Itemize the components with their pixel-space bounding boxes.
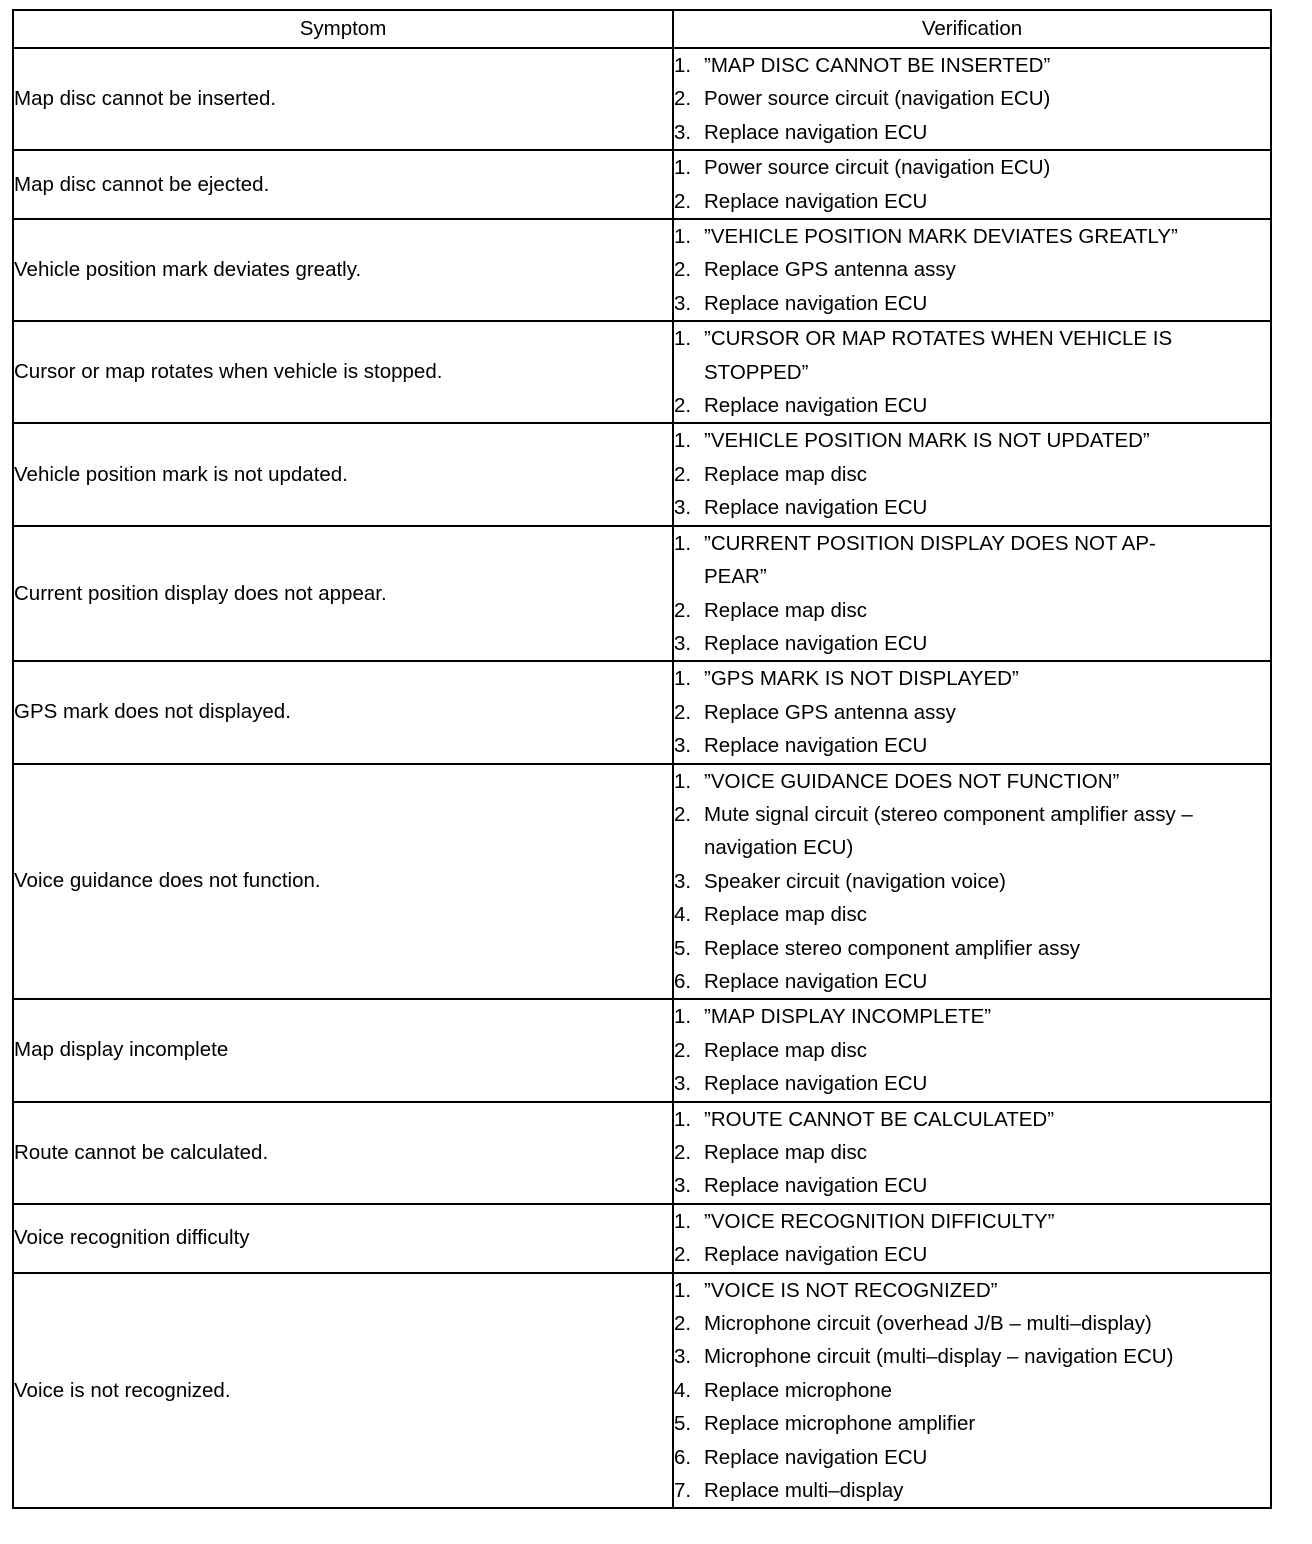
step-number: 6. (674, 1445, 692, 1469)
step-text: Power source circuit (navigation ECU) (704, 87, 1051, 111)
step-text: ”CURSOR OR MAP ROTATES WHEN VEHICLE IS (704, 327, 1173, 351)
step-text: Replace navigation ECU (704, 1445, 928, 1469)
step-number: 2. (674, 189, 692, 213)
verification-step (674, 765, 1270, 798)
step-text: Mute signal circuit (stereo component amplifier assy – (704, 802, 1193, 826)
verification-step (674, 1000, 1270, 1033)
step-number: 2. (674, 394, 692, 418)
table-row (13, 150, 1271, 219)
step-number: 5. (674, 936, 692, 960)
verification-step (674, 1340, 1270, 1373)
table-row (13, 999, 1271, 1101)
symptom-cell: Voice guidance does not function. (13, 764, 673, 1000)
step-text: Replace navigation ECU (704, 631, 928, 655)
step-number: 3. (674, 1174, 692, 1198)
table-row (13, 1204, 1271, 1273)
verification-step (674, 1307, 1270, 1340)
verification-cell (673, 48, 1271, 150)
step-number: 1. (674, 769, 692, 793)
step-number: 1. (674, 531, 692, 555)
step-number: 1. (674, 156, 692, 180)
step-number: 4. (674, 903, 692, 927)
step-text: Replace navigation ECU (704, 189, 928, 213)
step-text: Replace GPS antenna assy (704, 258, 956, 282)
step-text: ”ROUTE CANNOT BE CALCULATED” (704, 1107, 1055, 1131)
verification-step (674, 322, 1270, 355)
step-text: PEAR” (704, 565, 767, 589)
verification-step (674, 424, 1270, 457)
verification-steps (674, 424, 1270, 524)
verification-steps (674, 49, 1270, 149)
step-number: 2. (674, 87, 692, 111)
step-number: 5. (674, 1412, 692, 1436)
verification-step (674, 1205, 1270, 1238)
verification-step (674, 116, 1270, 149)
step-number: 2. (674, 700, 692, 724)
symptom-cell: Cursor or map rotates when vehicle is stopped. (13, 321, 673, 423)
verification-step (674, 560, 1270, 593)
verification-step (674, 1103, 1270, 1136)
step-text: Replace navigation ECU (704, 1072, 928, 1096)
verification-step (674, 151, 1270, 184)
table-row (13, 48, 1271, 150)
step-number (674, 831, 704, 864)
step-text: ”MAP DISC CANNOT BE INSERTED” (704, 54, 1051, 77)
verification-step (674, 389, 1270, 422)
verification-step (674, 491, 1270, 524)
step-number: 1. (674, 225, 692, 249)
symptom-cell: Map disc cannot be inserted. (13, 48, 673, 150)
verification-cell (673, 764, 1271, 1000)
step-number: 3. (674, 734, 692, 758)
verification-step (674, 253, 1270, 286)
header-row (13, 10, 1271, 48)
verification-step (674, 1441, 1270, 1474)
step-text: Replace navigation ECU (704, 1243, 928, 1267)
step-text: Replace navigation ECU (704, 291, 928, 315)
symptom-cell: Map disc cannot be ejected. (13, 150, 673, 219)
step-text: ”GPS MARK IS NOT DISPLAYED” (704, 667, 1019, 691)
step-number: 2. (674, 462, 692, 486)
verification-step (674, 220, 1270, 253)
step-number: 4. (674, 1378, 692, 1402)
step-text: ”VOICE IS NOT RECOGNIZED” (704, 1278, 998, 1302)
verification-step (674, 287, 1270, 320)
verification-step (674, 932, 1270, 965)
step-text: ”VOICE RECOGNITION DIFFICULTY” (704, 1209, 1055, 1233)
verification-cell (673, 661, 1271, 763)
step-text: ”VOICE GUIDANCE DOES NOT FUNCTION” (704, 769, 1120, 793)
step-text: Replace multi–display (704, 1479, 904, 1503)
table-row (13, 661, 1271, 763)
verification-cell (673, 423, 1271, 525)
step-text: Speaker circuit (navigation voice) (704, 869, 1006, 893)
verification-cell (673, 526, 1271, 662)
step-text: navigation ECU) (704, 836, 854, 860)
verification-step (674, 696, 1270, 729)
step-number: 1. (674, 1209, 692, 1233)
verification-steps (674, 527, 1270, 661)
step-number: 2. (674, 802, 692, 826)
step-number: 1. (674, 1005, 692, 1029)
step-text: Replace navigation ECU (704, 734, 928, 758)
verification-step (674, 627, 1270, 660)
verification-steps (674, 1205, 1270, 1272)
header-verification: Verification (673, 10, 1271, 48)
table-row (13, 764, 1271, 1000)
symptom-cell: GPS mark does not displayed. (13, 661, 673, 763)
verification-step (674, 865, 1270, 898)
step-number: 1. (674, 1107, 692, 1131)
verification-step (674, 1169, 1270, 1202)
step-number: 1. (674, 54, 692, 77)
step-text: Replace map disc (704, 462, 867, 486)
step-number: 3. (674, 631, 692, 655)
step-text: Microphone circuit (multi–display – navigation ECU) (704, 1345, 1174, 1369)
symptom-cell: Vehicle position mark deviates greatly. (13, 219, 673, 321)
step-number: 2. (674, 1243, 692, 1267)
verification-step (674, 527, 1270, 560)
verification-steps (674, 662, 1270, 762)
verification-cell (673, 1102, 1271, 1204)
step-text: Replace navigation ECU (704, 969, 928, 993)
step-number: 3. (674, 496, 692, 520)
step-number: 2. (674, 598, 692, 622)
step-text: Replace stereo component amplifier assy (704, 936, 1081, 960)
step-number: 1. (674, 667, 692, 691)
verification-cell (673, 999, 1271, 1101)
verification-step (674, 965, 1270, 998)
step-text: STOPPED” (704, 360, 809, 384)
verification-step (674, 729, 1270, 762)
step-text: Replace map disc (704, 1141, 867, 1164)
verification-step (674, 594, 1270, 627)
verification-step (674, 458, 1270, 491)
step-text: Power source circuit (navigation ECU) (704, 156, 1051, 180)
step-text: Replace map disc (704, 1038, 867, 1062)
verification-steps (674, 1000, 1270, 1100)
verification-step (674, 185, 1270, 218)
table-row (13, 1273, 1271, 1509)
step-number: 3. (674, 1345, 692, 1369)
verification-step (674, 798, 1270, 831)
table-row (13, 219, 1271, 321)
verification-cell (673, 321, 1271, 423)
verification-steps (674, 1103, 1270, 1203)
symptom-cell: Vehicle position mark is not updated. (13, 423, 673, 525)
verification-cell (673, 219, 1271, 321)
symptom-table (12, 9, 1272, 1509)
step-number: 2. (674, 1312, 692, 1336)
step-text: ”CURRENT POSITION DISPLAY DOES NOT AP- (704, 531, 1156, 555)
verification-step (674, 1274, 1270, 1307)
verification-step (674, 831, 1270, 864)
verification-steps (674, 220, 1270, 320)
verification-step (674, 82, 1270, 115)
verification-steps (674, 322, 1270, 422)
table-row (13, 526, 1271, 662)
step-text: Replace navigation ECU (704, 1174, 928, 1198)
verification-steps (674, 151, 1270, 218)
step-text: Microphone circuit (overhead J/B – multi–display) (704, 1312, 1152, 1336)
header-symptom: Symptom (13, 10, 673, 48)
step-text: Replace GPS antenna assy (704, 700, 956, 724)
step-number: 3. (674, 869, 692, 893)
step-text: Replace map disc (704, 598, 867, 622)
symptom-cell: Route cannot be calculated. (13, 1102, 673, 1204)
step-text: Replace navigation ECU (704, 120, 928, 144)
verification-cell (673, 150, 1271, 219)
verification-steps (674, 1274, 1270, 1508)
step-number: 2. (674, 258, 692, 282)
symptom-cell: Voice recognition difficulty (13, 1204, 673, 1273)
step-text: Replace microphone (704, 1378, 893, 1402)
step-number (674, 560, 704, 593)
verification-cell (673, 1204, 1271, 1273)
step-text: ”VEHICLE POSITION MARK IS NOT UPDATED” (704, 429, 1150, 453)
step-number (674, 356, 704, 389)
verification-step (674, 1034, 1270, 1067)
step-number: 1. (674, 429, 692, 453)
verification-step (674, 1136, 1270, 1169)
verification-step (674, 1238, 1270, 1271)
step-text: Replace navigation ECU (704, 394, 928, 418)
verification-step (674, 49, 1270, 82)
step-text: ”VEHICLE POSITION MARK DEVIATES GREATLY” (704, 225, 1178, 249)
symptom-cell: Current position display does not appear. (13, 526, 673, 662)
step-text: Replace map disc (704, 903, 867, 927)
symptom-cell: Map display incomplete (13, 999, 673, 1101)
verification-step (674, 1374, 1270, 1407)
step-number: 1. (674, 327, 692, 351)
symptom-cell: Voice is not recognized. (13, 1273, 673, 1509)
step-number: 2. (674, 1038, 692, 1062)
step-number: 3. (674, 1072, 692, 1096)
step-text: Replace navigation ECU (704, 496, 928, 520)
step-number: 3. (674, 291, 692, 315)
step-number: 6. (674, 969, 692, 993)
verification-steps (674, 765, 1270, 999)
verification-step (674, 356, 1270, 389)
table-row (13, 321, 1271, 423)
step-number: 1. (674, 1278, 692, 1302)
verification-cell (673, 1273, 1271, 1509)
step-text: Replace microphone amplifier (704, 1412, 976, 1436)
step-number: 2. (674, 1141, 692, 1164)
table-row (13, 423, 1271, 525)
verification-step (674, 1407, 1270, 1440)
step-number: 7. (674, 1479, 692, 1503)
table-body (13, 48, 1271, 1508)
step-text: ”MAP DISPLAY INCOMPLETE” (704, 1005, 992, 1029)
verification-step (674, 662, 1270, 695)
verification-step (674, 898, 1270, 931)
verification-step (674, 1474, 1270, 1507)
table-row (13, 1102, 1271, 1204)
verification-step (674, 1067, 1270, 1100)
step-number: 3. (674, 120, 692, 144)
